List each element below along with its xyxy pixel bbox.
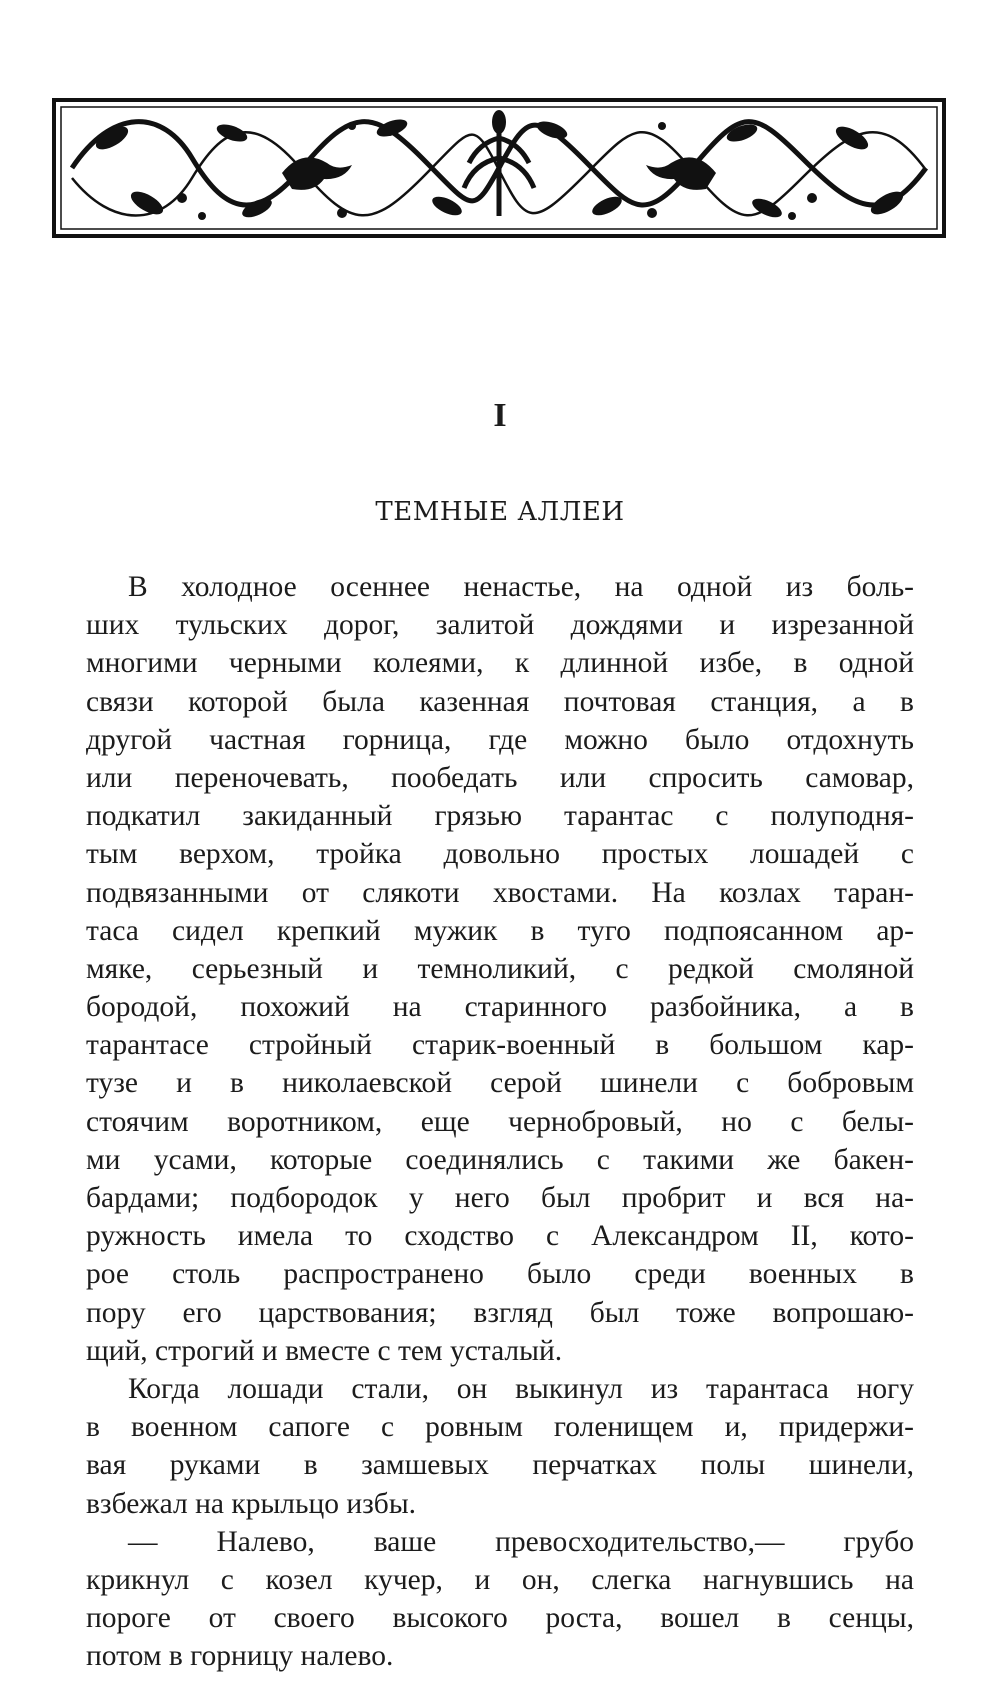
text-line: тарантасе стройный старик-военный в большом кар- xyxy=(86,1029,914,1062)
text-line: бардами; подбородок у него был пробрит и вся на- xyxy=(86,1182,914,1214)
text-line: В холодное осеннее ненастье, на одной из боль- xyxy=(128,571,914,603)
text-line: мяке, серьезный и темноликий, с редкой смоляной xyxy=(86,952,914,985)
text-line: потом в горницу налево. xyxy=(86,1640,394,1673)
text-line: рое столь распространено было среди военных в xyxy=(86,1258,914,1291)
text-line: или переночевать, пообедать или спросить самовар, xyxy=(86,761,914,794)
text-line: крикнул с козел кучер, и он, слегка нагнувшись на xyxy=(86,1563,914,1596)
text-line: — Налево, ваше превосходительство,— грубо xyxy=(128,1525,914,1558)
text-line: таса сидел крепкий мужик в туго подпоясанном ар- xyxy=(86,914,914,947)
text-line: ружность имела то сходство с Александром II, кото- xyxy=(86,1220,914,1253)
text-line: в военном сапоге с ровным голенищем и, придержи- xyxy=(86,1411,914,1444)
text-line: тузе и в николаевской серой шинели с бобровым xyxy=(86,1067,914,1100)
text-line: подкатил закиданный грязью тарантас с полуподня- xyxy=(86,800,914,833)
text-line: бородой, похожий на старинного разбойника, а в xyxy=(86,991,914,1024)
ornamental-header-border xyxy=(52,98,946,238)
text-line: Когда лошади стали, он выкинул из тарантаса ногу xyxy=(128,1372,914,1405)
paragraph-2 xyxy=(86,1370,914,1523)
text-line: тым верхом, тройка довольно простых лошадей с xyxy=(86,838,914,871)
chapter-number: I xyxy=(493,397,507,434)
text-line: связи которой была казенная почтовая станция, а в xyxy=(86,685,914,718)
text-line: другой частная горница, где можно было отдохнуть xyxy=(86,723,914,756)
text-line: вая руками в замшевых перчатках полы шинели, xyxy=(86,1449,914,1482)
text-line: подвязанными от слякоти хвостами. На козлах таран- xyxy=(86,876,914,909)
text-line: пороге от своего высокого роста, вошел в сенцы, xyxy=(86,1602,914,1635)
text-line: щий, строгий и вместе с тем усталый. xyxy=(86,1334,563,1367)
paragraph-3 xyxy=(86,1523,914,1676)
text-line: взбежал на крыльцо избы. xyxy=(86,1487,417,1520)
text-line: стоячим воротником, еще чернобровый, но с белы- xyxy=(86,1105,914,1138)
paragraph-1 xyxy=(86,568,914,1370)
text-line: ми усами, которые соединялись с такими же бакен- xyxy=(86,1143,914,1176)
story-body xyxy=(86,568,914,1675)
story-title: ТЕМНЫЕ АЛЛЕИ xyxy=(375,497,625,527)
text-line: ших тульских дорог, залитой дождями и изрезанной xyxy=(86,609,914,642)
text-line: пору его царствования; взгляд был тоже вопрошаю- xyxy=(86,1296,914,1329)
text-line: многими черными колеями, к длинной избе, в одной xyxy=(86,647,914,680)
